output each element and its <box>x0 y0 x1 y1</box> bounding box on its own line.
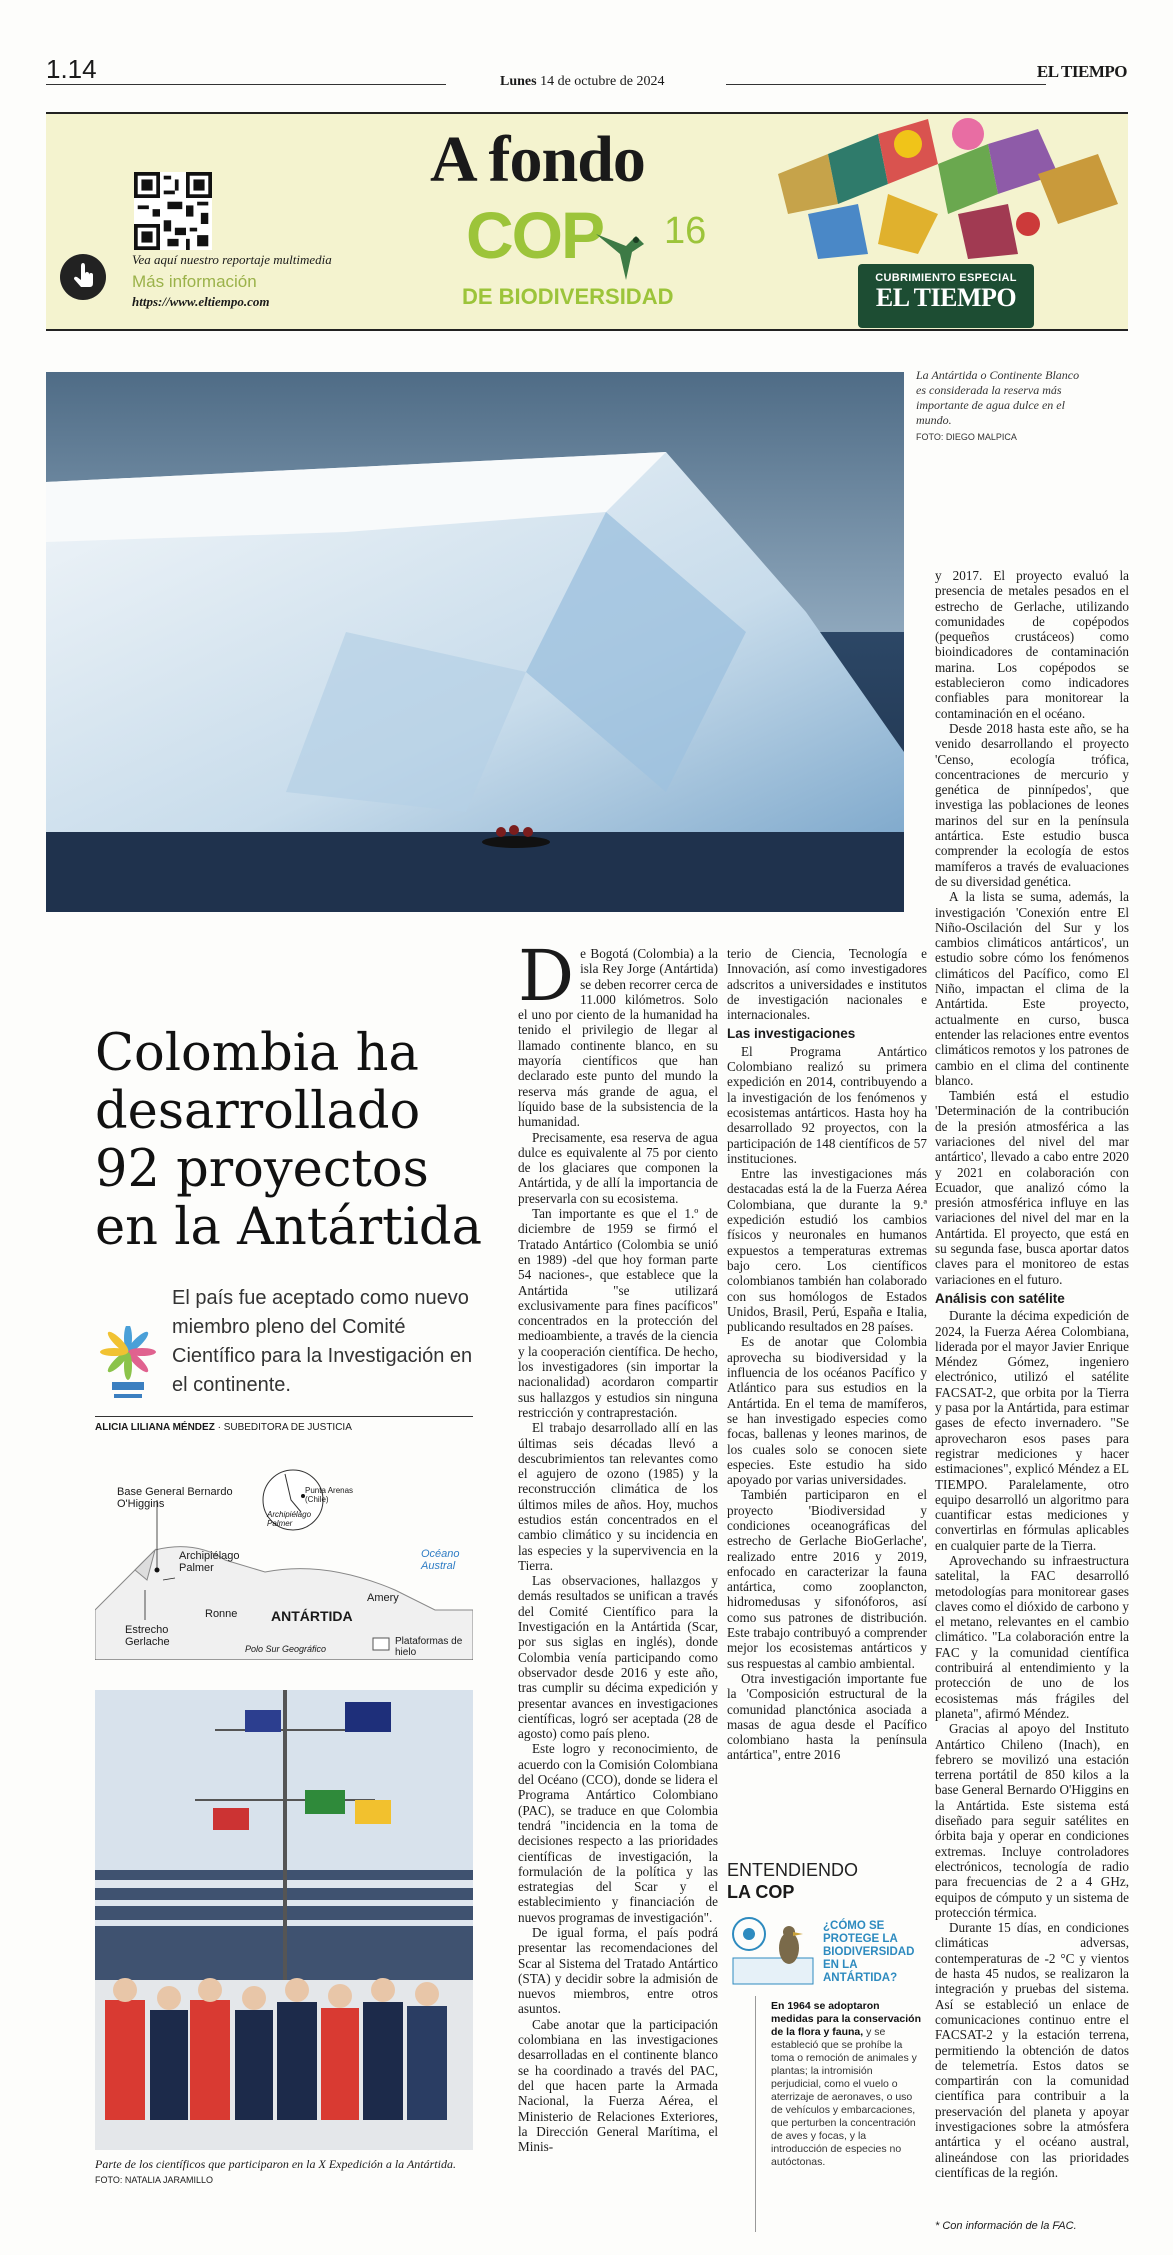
article-column-2 <box>727 946 927 1763</box>
site-url-link[interactable]: https://www.eltiempo.com <box>132 294 270 309</box>
iceberg-photo <box>46 372 904 912</box>
paragraph: Es de anotar que Colombia aprovecha su biodiversidad y la influencia de los océanos Pacífico y Atlántico para sus estudios en la Antártida. En el tema de mamíferos, se han investigado especies como focas, ballenas y leones marinos, de los cuales solo se conocen siete especies. Este estudio ha sido apoyado por varias universidades. <box>727 1334 927 1488</box>
paragraph: Durante la décima expedición de 2024, la Fuerza Aérea Colombiana, liderada por el mayor Javier Enrique Méndez Gómez, ingeniero electrónico, utilizó el satélite FACSAT-2, que orbita por la Tierra y pasa por la Antártida, para estimar gases de efecto invernadero. "Se aprovecharon esos pases para registrar mediciones y hacer estimaciones", explicó Méndez a EL TIEMPO. Paralelamente, otro equipo desarrolló un algoritmo para cuantificar estas mediciones y convertirlas en fórmulas aplicables en cualquier parte de la Tierra. <box>935 1308 1129 1553</box>
cop16-subtitle: DE BIODIVERSIDAD <box>462 284 674 309</box>
explainer-body <box>771 2000 921 2169</box>
antarctica-map <box>95 1460 473 1660</box>
paragraph: Aprovechando su infraestructura satelital, la FAC desarrolló metodologías para monitorear gases claves como el dióxido de carbono y el metano, relevantes en el cambio climático. "La colaboración entre la FAC y la comunidad científica contribuirá al entendimiento y la protección de uno de los ecosistemas más frágiles del planeta", afirmó Méndez. <box>935 1553 1129 1721</box>
explainer-divider <box>755 1996 756 2232</box>
article-byline <box>95 1422 352 1433</box>
map-inset-archipelago: Archipiélago Palmer <box>267 1510 312 1528</box>
paragraph: e Bogotá (Colombia) a la isla Rey Jorge (Antártida) se deben recorrer cerca de 11.000 kilómetros. Solo el uno por ciento de la humanidad ha tenido el privilegio de llegar al llamado continente blanco, en su mayoría científicos que han declarado este punto del mundo la reserva más grande de agua, el líquido base de la subsistencia de la humanidad. <box>518 946 718 1130</box>
issue-date <box>500 74 665 90</box>
team-photo-caption-text: Parte de los científicos que participaron en la X Expedición a la Antártida. <box>95 2157 456 2171</box>
hummingbird-icon <box>586 214 656 284</box>
cop16-number: 16 <box>664 210 707 252</box>
explainer-question: ¿CÓMO SE PROTEGE LA BIODIVERSIDAD EN LA ANTÁRTIDA? <box>823 1920 915 1984</box>
explainer-lead: En 1964 se adoptaron medidas para la conservación de la flora y fauna, <box>771 2000 921 2038</box>
paragraph: terio de Ciencia, Tecnología e Innovación, así como investigadores adscritos a universidades e institutos de investigación nacionales e internacionales. <box>727 946 927 1023</box>
map-label-antarctica: ANTÁRTIDA <box>271 1608 353 1624</box>
explainer-box <box>727 1856 927 2236</box>
paragraph: Durante 15 días, en condiciones climáticas adversas, contemperaturas de -2 °C y vientos de hasta 45 nudos, se realizaron la integración y pruebas del sistema. Así se estableció un enlace de comunicaciones continuo entre el FACSAT-2 y la estación terrena, permitiendo la obtención de datos de telemetría. Estos datos se compartirán con la comunidad científica para contribuir a la preservación del planeta y apoyar investigaciones sobre la atmósfera antártica y el océano austral, alineándose con las prioridades científicas de la región. <box>935 1920 1129 2180</box>
map-inset-city: Punta Arenas (Chile) <box>305 1486 354 1504</box>
explainer-text: y se estableció que se prohíbe la toma o remoción de animales y plantas; la intromisión perjudicial, como el vuelo o aterrizaje de aeronaves, o uso de vehículos y embarcaciones, que perturben la concentración de aves y focas, y la introducción de especies no autóctonas. <box>771 2026 917 2168</box>
paragraph: Desde 2018 hasta este año, se ha venido desarrollando el proyecto 'Censo, ecología trófica, concentraciones de mercurio y genética de pinnípedos', que investiga las poblaciones de leones marinos del sur en la península antártica. Este estudio busca comprender la ecología de estos mamíferos a través de evaluaciones de su diversidad genética. <box>935 720 1129 889</box>
brand-logo: EL TIEMPO <box>1036 62 1127 81</box>
header-rule-left <box>46 84 446 85</box>
paragraph: El trabajo desarrollado allí en las últimas seis décadas llevó a descubrimientos tan relevantes como el agujero de ozono (1985) y la reconstrucción climática de los últimos miles de años. Hoy, muchos estudios están concentrados en el cambio climático y su incidencia en las especies y la supervivencia en la Tierra. <box>518 1420 718 1573</box>
map-label-pole: Polo Sur Geográfico <box>245 1644 327 1654</box>
photo-caption-text: La Antártida o Continente Blanco es considerada la reserva más importante de agua dulce en el mundo. <box>916 368 1080 427</box>
section-title: A fondo <box>430 123 645 196</box>
byline-rule <box>95 1416 473 1417</box>
article-column-1 <box>518 935 718 2155</box>
map-label-ronne: Ronne <box>205 1608 238 1620</box>
map-label-strait: Estrecho Gerlache <box>125 1624 170 1648</box>
multimedia-note: Vea aquí nuestro reportaje multimedia <box>132 252 332 267</box>
tap-hand-icon <box>60 254 106 300</box>
special-coverage-label: CUBRIMIENTO ESPECIAL <box>875 272 1017 284</box>
paragraph: y 2017. El proyecto evaluó la presencia de metales pesados en el estrecho de Gerlache, utilizando comunidades de copépodos (pequeños crustáceos) como bioindicadores de contaminación marina. Los copépodos se establecieron como indicadores confiables para monitorear la contaminación en el océano. <box>935 568 1129 721</box>
cop16-logo: COP <box>466 198 604 272</box>
page-number: 1.14 <box>46 54 97 84</box>
subheading-investigations: Las investigaciones <box>727 1026 856 1042</box>
paragraph: También participaron en el proyecto 'Biodiversidad y condiciones oceanográficas del estrecho de Gerlache BioGerlache', realizado entre 2016 y 2019, enfocado en caracterizar la fauna antártica, como zooplancton, hidromedusas y sifonóforos, así como sus patrones de distribución. Este trabajo contribuyó a comprender mejor los ecosistemas antárticos y sus respuestas al cambio ambiental. <box>727 1487 927 1671</box>
source-note: * Con información de la FAC. <box>935 2220 1077 2232</box>
more-info-link[interactable]: Más información <box>132 272 257 291</box>
date-rest: 14 de octubre de 2024 <box>540 74 665 89</box>
paragraph: Gracias al apoyo del Instituto Antártico Chileno (Inach), en febrero se movilizó una estación terrena portátil de 850 kilos a la base General Bernardo O'Higgins en la Antártida. Este sistema está diseñado para seguir satélites en órbita baja y operar en condiciones extremas. Incluye controladores electrónicos, tecnología de radio para frecuencias de 2 a 4 GHz, equipos de cómputo y un sistema de protección térmica. <box>935 1721 1129 1920</box>
biodiversity-art-icon <box>768 114 1128 264</box>
header-rule-right <box>726 84 1046 85</box>
paragraph: Tan importante es que el 1.º de diciembre de 1959 se firmó el Tratado Antártico (Colombia se unió en 1989) -del que hoy forman parte 54 naciones-, que establece que la Antártida "se utilizará exclusivamente para fines pacíficos" concentrados en la protección del medioambiente, a través de la ciencia y la cooperación científica. De hecho, los investigadores (sin importar la nacionalidad) acordaron compartir sus hallazgos y estudios sin ninguna restricción y contraprestación. <box>518 1206 718 1420</box>
section-banner <box>46 112 1128 331</box>
paragraph: Otra investigación importante fue la 'Composición estructural de la comunidad planctónica asociada a masas de agua desde el Pacífico colombiano hasta la península antártica", entre 2016 <box>727 1670 927 1763</box>
paragraph: El Programa Antártico Colombiano realizó su primera expedición en 2014, contribuyendo a la investigación de los fenómenos y ecosistemas antárticos. Hasta hoy ha desarrollado 92 proyectos, con la participación de 148 científicos de 57 instituciones. <box>727 1043 927 1166</box>
article-column-3 <box>935 568 1129 2180</box>
article-deck: El país fue aceptado como nuevo miembro pleno del Comité Científico para la Investigación en el continente. <box>172 1287 473 1396</box>
team-photo-caption <box>95 2157 475 2188</box>
special-coverage-brand: EL TIEMPO <box>875 283 1017 312</box>
paragraph: A la lista se suma, además, la investigación 'Conexión entre El Niño-Oscilación del Sur y los cambios climáticos antárticos', un estudio sobre cómo los fenómenos climáticos del Pacífico, como El Niño, impactan el clima de la Antártida. Este proyecto, actualmente en curso, busca entender las relaciones entre eventos climáticos remotos y los patrones de cambio en el clima del continente blanco. <box>935 889 1129 1088</box>
explainer-kicker: ENTENDIENDO <box>727 1860 859 1880</box>
paragraph: Las observaciones, hallazgos y demás resultados se unifican a través del Comité Científico para la Investigación en la Antártida (Scar, por sus siglas en inglés), donde Colombia venía participando como observador desde 2016 y este año, tras cumplir su décima expedición y presentar avances en investigaciones científicas, logró ser aceptada (28 de agosto) como país pleno. <box>518 1573 718 1742</box>
date-day: Lunes <box>500 74 537 89</box>
globe-penguin-icon <box>729 1914 819 1994</box>
photo-caption <box>916 368 1086 445</box>
drop-cap: D <box>518 935 575 1017</box>
paragraph: Cabe anotar que la participación colombiana en las investigaciones desarrolladas en el continente blanco se ha coordinado a través del PAC, del que hacen parte la Armada Nacional, la Fuerza Aérea, el Ministerio de Relaciones Exteriores, la Dirección General Marítima, el Minis- <box>518 2016 718 2155</box>
special-coverage-badge <box>858 264 1034 328</box>
paragraph: Precisamente, esa reserva de agua dulce es equivalente al 75 por ciento de los glaciares que componen la Antártida, y de allí la importancia de preservarla con su ecosistema. <box>518 1129 718 1206</box>
byline-role: · SUBEDITORA DE JUSTICIA <box>217 1422 352 1433</box>
expedition-team-photo <box>95 1690 473 2150</box>
map-label-ocean: Océano Austral <box>421 1548 460 1572</box>
photo-credit: FOTO: DIEGO MALPICA <box>916 432 1017 442</box>
map-label-base: Base General Bernardo O'Higgins <box>117 1486 233 1510</box>
subheading-satellite: Análisis con satélite <box>935 1290 1065 1306</box>
map-legend-ice: Plataformas de hielo <box>395 1636 463 1658</box>
paragraph: De igual forma, el país podrá presentar las recomendaciones del Scar al Sistema del Tratado Antártico (STA) y decidir sobre la admisión de nuevos miembros, entre otros asuntos. <box>518 1925 718 2017</box>
byline-name: ALICIA LILIANA MÉNDEZ <box>95 1422 215 1433</box>
qr-code-icon[interactable] <box>134 172 212 250</box>
paragraph: Entre las investigaciones más destacadas está la de la Fuerza Aérea Colombiana, que durante la 9.ª expedición estudió los cambios físicos y neuronales en humanos expuestos a temperaturas extremas bajo cero. Los científicos colombianos también han colaborado con sus homólogos de Estados Unidos, Brasil, Perú, España e Italia, publicando resultados en 28 países. <box>727 1166 927 1335</box>
explainer-title: LA COP <box>727 1882 795 1902</box>
team-photo-credit: FOTO: NATALIA JARAMILLO <box>95 2175 214 2185</box>
map-label-archipelago: Archipiélago Palmer <box>179 1550 240 1574</box>
paragraph: También está el estudio 'Determinación de la contribución de la presión atmosférica a las variaciones del nivel del mar antártico', llevado a cabo entre 2020 y 2021 en colaboración con Ecuador, que analizó cómo la presión atmosférica influye en las variaciones del nivel del mar en la Antártida. El proyecto, que está en su segunda fase, busca aportar datos claves para el monitoreo de estas variaciones en el futuro. <box>935 1088 1129 1287</box>
cop16-mini-logo <box>100 1326 156 1406</box>
article-headline: Colombia ha desarrollado 92 proyectos en la Antártida <box>95 1024 482 1257</box>
paragraph: Este logro y reconocimiento, de acuerdo con la Comisión Colombiana del Océano (CCO), donde se lidera el Programa Antártico Colombiano (PAC), se traduce en que Colombia tendrá "incidencia en la toma de decisiones respecto a las prioridades científicas de investigación, la formulación de la política y las estrategias del Scar y el establecimiento y financiación de nuevos programas de investigación". <box>518 1741 718 1925</box>
map-label-amery: Amery <box>367 1592 399 1604</box>
